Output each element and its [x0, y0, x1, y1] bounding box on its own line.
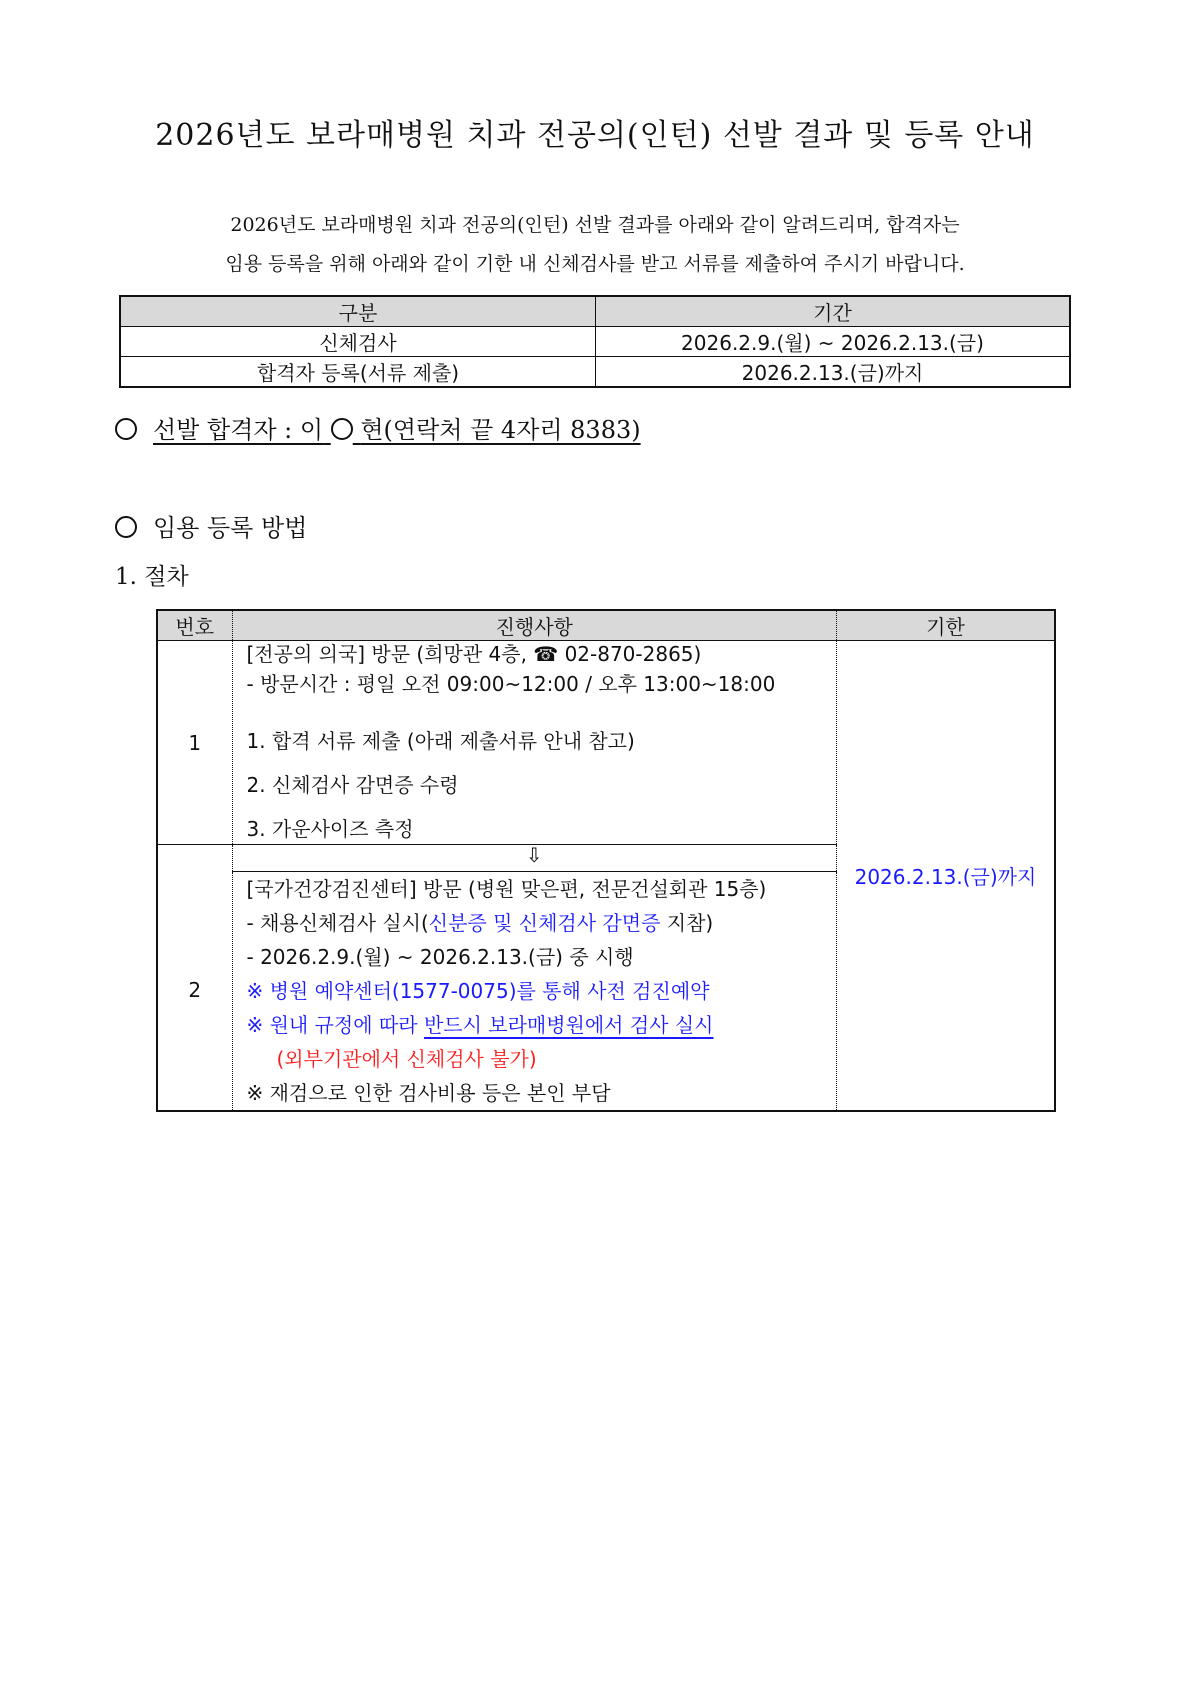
step1-visit: [전공의 의국] 방문 (희망관 4층, ☎ 02-870-2865)	[246, 642, 702, 666]
schedule-cell-category: 신체검사	[120, 327, 596, 357]
step1-item: 1. 합격 서류 제출 (아래 제출서류 안내 참고)	[246, 729, 635, 753]
schedule-header-period: 기간	[596, 296, 1071, 327]
step-content	[232, 641, 836, 845]
procedure-header-step: 진행사항	[232, 610, 836, 641]
circle-bullet-icon	[115, 418, 137, 440]
step2-external-note: (외부기관에서 신체검사 불가)	[276, 1046, 537, 1071]
step-content	[232, 871, 836, 1111]
registration-heading-text: 임용 등록 방법	[153, 514, 308, 542]
document-title: 2026년도 보라매병원 치과 전공의(인턴) 선발 결과 및 등록 안내	[155, 118, 1035, 153]
registration-heading	[115, 508, 307, 543]
intro-line-2: 임용 등록을 위해 아래와 같이 기한 내 신체검사를 받고 서류를 제출하여 주시기 바랍니다.	[225, 253, 965, 275]
schedule-cell-category: 합격자 등록(서류 제출)	[120, 357, 596, 388]
masked-name-circle-icon	[331, 418, 353, 440]
schedule-header-row	[120, 296, 1070, 327]
selection-name-tail: 현(연락처 끝 4자리 8383)	[360, 416, 641, 444]
procedure-table	[156, 609, 1056, 1112]
step-number: 2	[188, 978, 202, 1003]
step2-rule-note: ※ 원내 규정에 따라 반드시 보라매병원에서 검사 실시	[246, 1012, 714, 1037]
table-row	[157, 641, 1055, 845]
step2-cost-note: ※ 재검으로 인한 검사비용 등은 본인 부담	[246, 1080, 611, 1105]
procedure-heading: 1. 절차	[115, 564, 189, 590]
intro-line-1: 2026년도 보라매병원 치과 전공의(인턴) 선발 결과를 아래와 같이 알려드리며, 합격자는	[230, 214, 960, 236]
selection-result	[115, 410, 641, 445]
table-row	[120, 327, 1070, 357]
required-items: 신분증 및 신체검사 감면증	[428, 910, 661, 935]
schedule-cell-period: 2026.2.13.(금)까지	[596, 357, 1071, 388]
deadline-cell: 2026.2.13.(금)까지	[854, 864, 1037, 889]
step2-period: - 2026.2.9.(월) ~ 2026.2.13.(금) 중 시행	[246, 944, 634, 969]
down-arrow-icon: ⇩	[232, 845, 836, 872]
procedure-header-no: 번호	[157, 610, 232, 641]
procedure-header-deadline: 기한	[836, 610, 1055, 641]
mandatory-location: 반드시 보라매병원에서 검사 실시	[423, 1012, 714, 1037]
step2-exam: - 채용신체검사 실시(신분증 및 신체검사 감면증 지참)	[246, 910, 714, 935]
circle-bullet-icon	[115, 516, 137, 538]
step2-reservation-note: ※ 병원 예약센터(1577-0075)를 통해 사전 검진예약	[246, 978, 710, 1003]
step-number: 1	[188, 730, 202, 755]
step1-item: 3. 가운사이즈 측정	[246, 817, 414, 841]
step1-hours: - 방문시간 : 평일 오전 09:00~12:00 / 오후 13:00~18:00	[246, 672, 776, 696]
step2-visit: [국가건강검진센터] 방문 (병원 맞은편, 전문건설회관 15층)	[246, 876, 767, 901]
schedule-header-category: 구분	[120, 296, 596, 327]
schedule-table	[119, 295, 1071, 388]
procedure-header-row	[157, 610, 1055, 641]
table-row	[120, 357, 1070, 388]
selection-label: 선발 합격자 : 이	[153, 416, 324, 444]
schedule-cell-period: 2026.2.9.(월) ~ 2026.2.13.(금)	[596, 327, 1071, 357]
step1-item: 2. 신체검사 감면증 수령	[246, 773, 459, 797]
